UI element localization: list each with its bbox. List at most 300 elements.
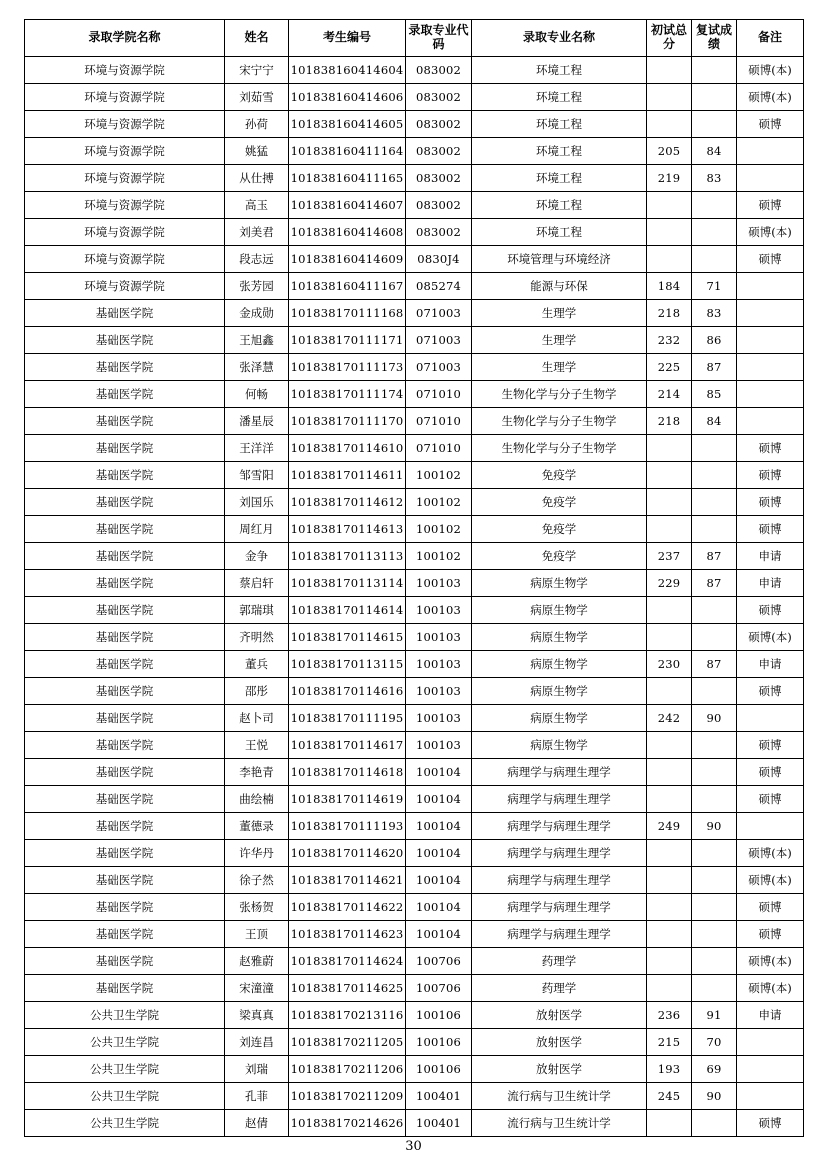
cell-major-code: 100103 [406, 705, 472, 732]
cell-retest-score [692, 192, 737, 219]
cell-name: 邹雪阳 [225, 462, 289, 489]
cell-name: 郭瑞琪 [225, 597, 289, 624]
cell-retest-score: 87 [692, 651, 737, 678]
cell-name: 周红月 [225, 516, 289, 543]
admission-table [24, 19, 804, 1137]
cell-remark: 硕博 [737, 678, 804, 705]
cell-exam-no: 101838170114618 [289, 759, 406, 786]
cell-exam-no: 101838170114615 [289, 624, 406, 651]
cell-name: 齐明然 [225, 624, 289, 651]
cell-major-name: 病原生物学 [472, 597, 647, 624]
cell-major-code: 085274 [406, 273, 472, 300]
cell-name: 刘茹雪 [225, 84, 289, 111]
cell-retest-score [692, 948, 737, 975]
cell-retest-score: 85 [692, 381, 737, 408]
cell-exam-no: 101838160414605 [289, 111, 406, 138]
cell-college: 基础医学院 [25, 732, 225, 759]
cell-college: 基础医学院 [25, 786, 225, 813]
cell-major-code: 100401 [406, 1083, 472, 1110]
cell-major-name: 放射医学 [472, 1002, 647, 1029]
cell-exam-no: 101838170114621 [289, 867, 406, 894]
table-row [25, 651, 804, 678]
cell-major-name: 免疫学 [472, 543, 647, 570]
table-row [25, 894, 804, 921]
cell-major-code: 100401 [406, 1110, 472, 1137]
header-exam-no: 考生编号 [289, 20, 406, 57]
cell-retest-score [692, 597, 737, 624]
table-row [25, 624, 804, 651]
cell-major-code: 100106 [406, 1056, 472, 1083]
cell-major-name: 环境工程 [472, 111, 647, 138]
cell-initial-score: 214 [647, 381, 692, 408]
table-row [25, 975, 804, 1002]
cell-college: 基础医学院 [25, 651, 225, 678]
cell-remark: 硕博(本) [737, 84, 804, 111]
page-number: 30 [405, 1139, 422, 1154]
cell-college: 基础医学院 [25, 489, 225, 516]
cell-college: 基础医学院 [25, 516, 225, 543]
cell-remark [737, 300, 804, 327]
cell-major-name: 药理学 [472, 948, 647, 975]
table-row [25, 273, 804, 300]
cell-major-name: 病理学与病理生理学 [472, 867, 647, 894]
cell-major-name: 病原生物学 [472, 570, 647, 597]
cell-initial-score [647, 111, 692, 138]
cell-name: 邵彤 [225, 678, 289, 705]
table-row [25, 543, 804, 570]
cell-major-name: 病理学与病理生理学 [472, 759, 647, 786]
cell-initial-score: 237 [647, 543, 692, 570]
cell-college: 基础医学院 [25, 300, 225, 327]
cell-college: 基础医学院 [25, 705, 225, 732]
cell-college: 基础医学院 [25, 624, 225, 651]
cell-name: 梁真真 [225, 1002, 289, 1029]
cell-initial-score [647, 624, 692, 651]
cell-name: 蔡启轩 [225, 570, 289, 597]
cell-major-name: 生物化学与分子生物学 [472, 435, 647, 462]
header-college: 录取学院名称 [25, 20, 225, 57]
cell-remark [737, 138, 804, 165]
cell-exam-no: 101838170113115 [289, 651, 406, 678]
cell-retest-score: 84 [692, 408, 737, 435]
cell-name: 徐子然 [225, 867, 289, 894]
cell-major-name: 环境工程 [472, 219, 647, 246]
cell-exam-no: 101838170211206 [289, 1056, 406, 1083]
cell-exam-no: 101838170114614 [289, 597, 406, 624]
cell-college: 基础医学院 [25, 975, 225, 1002]
cell-major-code: 100106 [406, 1002, 472, 1029]
cell-major-name: 生物化学与分子生物学 [472, 408, 647, 435]
cell-college: 公共卫生学院 [25, 1056, 225, 1083]
cell-major-name: 病原生物学 [472, 678, 647, 705]
cell-exam-no: 101838170114610 [289, 435, 406, 462]
table-body [25, 57, 804, 1137]
cell-exam-no: 101838160414609 [289, 246, 406, 273]
cell-major-code: 071003 [406, 354, 472, 381]
cell-major-name: 环境工程 [472, 165, 647, 192]
cell-major-code: 083002 [406, 84, 472, 111]
cell-exam-no: 101838170114613 [289, 516, 406, 543]
cell-college: 环境与资源学院 [25, 57, 225, 84]
cell-initial-score: 232 [647, 327, 692, 354]
cell-college: 环境与资源学院 [25, 192, 225, 219]
cell-retest-score: 86 [692, 327, 737, 354]
cell-major-name: 环境工程 [472, 84, 647, 111]
cell-name: 赵雅蔚 [225, 948, 289, 975]
table-row [25, 678, 804, 705]
cell-initial-score [647, 948, 692, 975]
cell-major-code: 100103 [406, 597, 472, 624]
cell-retest-score: 87 [692, 570, 737, 597]
cell-initial-score [647, 516, 692, 543]
table-row [25, 57, 804, 84]
cell-exam-no: 101838170114617 [289, 732, 406, 759]
cell-retest-score [692, 111, 737, 138]
cell-initial-score [647, 246, 692, 273]
cell-name: 刘瑞 [225, 1056, 289, 1083]
cell-remark [737, 381, 804, 408]
cell-major-name: 病原生物学 [472, 705, 647, 732]
cell-retest-score [692, 759, 737, 786]
cell-initial-score [647, 192, 692, 219]
cell-major-code: 071003 [406, 327, 472, 354]
cell-major-name: 放射医学 [472, 1029, 647, 1056]
cell-retest-score [692, 894, 737, 921]
cell-retest-score [692, 489, 737, 516]
cell-major-code: 083002 [406, 165, 472, 192]
cell-major-name: 环境工程 [472, 57, 647, 84]
cell-college: 公共卫生学院 [25, 1110, 225, 1137]
cell-major-code: 071003 [406, 300, 472, 327]
cell-major-code: 100103 [406, 678, 472, 705]
cell-name: 张杨贺 [225, 894, 289, 921]
cell-exam-no: 101838170114611 [289, 462, 406, 489]
cell-initial-score: 219 [647, 165, 692, 192]
cell-initial-score [647, 678, 692, 705]
cell-major-code: 100104 [406, 867, 472, 894]
table-row [25, 1056, 804, 1083]
cell-college: 基础医学院 [25, 543, 225, 570]
cell-major-name: 生理学 [472, 354, 647, 381]
cell-initial-score: 205 [647, 138, 692, 165]
cell-college: 基础医学院 [25, 597, 225, 624]
cell-initial-score [647, 786, 692, 813]
cell-name: 刘美君 [225, 219, 289, 246]
cell-major-code: 100104 [406, 894, 472, 921]
cell-exam-no: 101838160414607 [289, 192, 406, 219]
cell-initial-score [647, 84, 692, 111]
cell-exam-no: 101838170114625 [289, 975, 406, 1002]
cell-major-code: 100106 [406, 1029, 472, 1056]
cell-college: 基础医学院 [25, 759, 225, 786]
cell-major-code: 100104 [406, 759, 472, 786]
cell-remark: 硕博 [737, 111, 804, 138]
cell-exam-no: 101838160414608 [289, 219, 406, 246]
cell-exam-no: 101838170211209 [289, 1083, 406, 1110]
cell-initial-score: 215 [647, 1029, 692, 1056]
cell-initial-score [647, 489, 692, 516]
cell-retest-score: 91 [692, 1002, 737, 1029]
cell-initial-score: 193 [647, 1056, 692, 1083]
cell-remark: 硕博(本) [737, 57, 804, 84]
cell-major-code: 100102 [406, 516, 472, 543]
cell-exam-no: 101838170111173 [289, 354, 406, 381]
cell-major-code: 100103 [406, 651, 472, 678]
cell-college: 基础医学院 [25, 381, 225, 408]
cell-retest-score [692, 1110, 737, 1137]
header-retest-score: 复试成绩 [692, 20, 737, 57]
header-initial-score: 初试总分 [647, 20, 692, 57]
cell-college: 基础医学院 [25, 462, 225, 489]
cell-exam-no: 101838170111171 [289, 327, 406, 354]
cell-name: 许华丹 [225, 840, 289, 867]
cell-retest-score [692, 921, 737, 948]
cell-major-code: 083002 [406, 111, 472, 138]
cell-exam-no: 101838170114612 [289, 489, 406, 516]
cell-exam-no: 101838160411167 [289, 273, 406, 300]
cell-name: 高玉 [225, 192, 289, 219]
cell-major-name: 免疫学 [472, 489, 647, 516]
cell-remark [737, 1056, 804, 1083]
cell-remark: 硕博 [737, 246, 804, 273]
table-row [25, 435, 804, 462]
cell-college: 环境与资源学院 [25, 273, 225, 300]
cell-name: 孙荷 [225, 111, 289, 138]
cell-college: 基础医学院 [25, 570, 225, 597]
cell-remark: 硕博 [737, 516, 804, 543]
cell-major-code: 100104 [406, 786, 472, 813]
cell-initial-score [647, 894, 692, 921]
cell-remark: 申请 [737, 651, 804, 678]
cell-remark: 硕博 [737, 732, 804, 759]
cell-remark [737, 1083, 804, 1110]
table-row [25, 84, 804, 111]
cell-remark: 硕博(本) [737, 867, 804, 894]
cell-initial-score [647, 1110, 692, 1137]
table-row [25, 786, 804, 813]
cell-exam-no: 101838160414606 [289, 84, 406, 111]
cell-exam-no: 101838170211205 [289, 1029, 406, 1056]
cell-remark [737, 327, 804, 354]
cell-remark: 硕博(本) [737, 624, 804, 651]
cell-name: 李艳青 [225, 759, 289, 786]
cell-college: 基础医学院 [25, 948, 225, 975]
cell-retest-score: 87 [692, 543, 737, 570]
cell-initial-score: 218 [647, 408, 692, 435]
cell-college: 基础医学院 [25, 840, 225, 867]
cell-remark: 申请 [737, 570, 804, 597]
cell-college: 环境与资源学院 [25, 138, 225, 165]
header-remark: 备注 [737, 20, 804, 57]
cell-retest-score [692, 462, 737, 489]
table-row [25, 759, 804, 786]
cell-remark: 硕博 [737, 435, 804, 462]
table-row [25, 516, 804, 543]
cell-college: 环境与资源学院 [25, 246, 225, 273]
cell-exam-no: 101838170113114 [289, 570, 406, 597]
cell-initial-score [647, 867, 692, 894]
cell-college: 基础医学院 [25, 354, 225, 381]
cell-college: 基础医学院 [25, 435, 225, 462]
cell-remark: 硕博 [737, 597, 804, 624]
cell-retest-score [692, 867, 737, 894]
cell-initial-score [647, 219, 692, 246]
cell-retest-score [692, 624, 737, 651]
cell-major-name: 环境工程 [472, 138, 647, 165]
cell-exam-no: 101838170111174 [289, 381, 406, 408]
cell-major-name: 病理学与病理生理学 [472, 921, 647, 948]
cell-retest-score: 71 [692, 273, 737, 300]
cell-major-code: 083002 [406, 192, 472, 219]
cell-remark [737, 705, 804, 732]
cell-remark: 硕博 [737, 462, 804, 489]
cell-name: 董兵 [225, 651, 289, 678]
cell-major-name: 免疫学 [472, 516, 647, 543]
cell-initial-score: 184 [647, 273, 692, 300]
cell-retest-score [692, 57, 737, 84]
cell-major-name: 病原生物学 [472, 651, 647, 678]
cell-retest-score: 83 [692, 300, 737, 327]
cell-college: 环境与资源学院 [25, 111, 225, 138]
cell-remark: 硕博(本) [737, 219, 804, 246]
cell-name: 段志远 [225, 246, 289, 273]
table-row [25, 1110, 804, 1137]
cell-initial-score [647, 435, 692, 462]
table-row [25, 1002, 804, 1029]
cell-remark: 申请 [737, 1002, 804, 1029]
table-row [25, 813, 804, 840]
table-row [25, 840, 804, 867]
cell-initial-score [647, 759, 692, 786]
cell-major-name: 病原生物学 [472, 624, 647, 651]
cell-major-code: 100104 [406, 921, 472, 948]
cell-remark: 硕博 [737, 1110, 804, 1137]
cell-major-code: 100102 [406, 462, 472, 489]
cell-initial-score [647, 732, 692, 759]
cell-retest-score [692, 246, 737, 273]
cell-major-name: 生物化学与分子生物学 [472, 381, 647, 408]
cell-exam-no: 101838170111193 [289, 813, 406, 840]
cell-major-name: 环境管理与环境经济 [472, 246, 647, 273]
cell-exam-no: 101838170113113 [289, 543, 406, 570]
cell-major-name: 环境工程 [472, 192, 647, 219]
cell-name: 王旭鑫 [225, 327, 289, 354]
cell-initial-score: 242 [647, 705, 692, 732]
cell-name: 曲绘楠 [225, 786, 289, 813]
cell-major-code: 083002 [406, 57, 472, 84]
cell-major-name: 流行病与卫生统计学 [472, 1083, 647, 1110]
cell-initial-score: 229 [647, 570, 692, 597]
cell-college: 公共卫生学院 [25, 1002, 225, 1029]
cell-exam-no: 101838160414604 [289, 57, 406, 84]
cell-college: 环境与资源学院 [25, 165, 225, 192]
cell-name: 宋宁宁 [225, 57, 289, 84]
cell-major-code: 100706 [406, 948, 472, 975]
cell-initial-score [647, 57, 692, 84]
cell-exam-no: 101838170114622 [289, 894, 406, 921]
cell-major-name: 病理学与病理生理学 [472, 813, 647, 840]
cell-major-code: 100103 [406, 732, 472, 759]
cell-college: 环境与资源学院 [25, 84, 225, 111]
cell-retest-score [692, 732, 737, 759]
cell-retest-score: 69 [692, 1056, 737, 1083]
table-row [25, 867, 804, 894]
cell-exam-no: 101838170114616 [289, 678, 406, 705]
cell-remark [737, 1029, 804, 1056]
cell-major-name: 能源与环保 [472, 273, 647, 300]
cell-major-code: 071010 [406, 381, 472, 408]
table-row [25, 300, 804, 327]
cell-exam-no: 101838170111168 [289, 300, 406, 327]
cell-initial-score [647, 840, 692, 867]
cell-remark: 硕博 [737, 489, 804, 516]
cell-major-code: 100102 [406, 543, 472, 570]
cell-initial-score: 249 [647, 813, 692, 840]
cell-remark: 硕博 [737, 921, 804, 948]
header-name: 姓名 [225, 20, 289, 57]
cell-remark [737, 165, 804, 192]
table-row [25, 354, 804, 381]
table-row [25, 165, 804, 192]
cell-remark: 硕博(本) [737, 840, 804, 867]
cell-college: 公共卫生学院 [25, 1083, 225, 1110]
header-major-code: 录取专业代码 [406, 20, 472, 57]
cell-major-code: 100706 [406, 975, 472, 1002]
cell-name: 赵倩 [225, 1110, 289, 1137]
table-header-row [25, 20, 804, 57]
cell-name: 潘星辰 [225, 408, 289, 435]
table-row [25, 597, 804, 624]
cell-college: 基础医学院 [25, 678, 225, 705]
cell-exam-no: 101838170114619 [289, 786, 406, 813]
cell-name: 金争 [225, 543, 289, 570]
cell-major-name: 病理学与病理生理学 [472, 840, 647, 867]
cell-major-name: 病理学与病理生理学 [472, 786, 647, 813]
cell-name: 董德录 [225, 813, 289, 840]
cell-major-code: 083002 [406, 219, 472, 246]
cell-remark [737, 273, 804, 300]
cell-remark [737, 813, 804, 840]
cell-retest-score [692, 219, 737, 246]
cell-retest-score: 83 [692, 165, 737, 192]
cell-retest-score: 84 [692, 138, 737, 165]
cell-name: 张芳园 [225, 273, 289, 300]
table-row [25, 1083, 804, 1110]
cell-remark [737, 354, 804, 381]
cell-major-name: 流行病与卫生统计学 [472, 1110, 647, 1137]
cell-exam-no: 101838160411164 [289, 138, 406, 165]
cell-college: 基础医学院 [25, 408, 225, 435]
cell-retest-score [692, 840, 737, 867]
cell-initial-score: 236 [647, 1002, 692, 1029]
cell-retest-score [692, 678, 737, 705]
cell-name: 王悦 [225, 732, 289, 759]
cell-name: 金成勋 [225, 300, 289, 327]
cell-remark: 申请 [737, 543, 804, 570]
cell-initial-score: 245 [647, 1083, 692, 1110]
table-row [25, 570, 804, 597]
cell-remark: 硕博 [737, 894, 804, 921]
cell-remark: 硕博 [737, 759, 804, 786]
cell-remark: 硕博(本) [737, 975, 804, 1002]
cell-name: 刘连昌 [225, 1029, 289, 1056]
table-row [25, 138, 804, 165]
table-row [25, 111, 804, 138]
cell-name: 刘国乐 [225, 489, 289, 516]
cell-exam-no: 101838170214626 [289, 1110, 406, 1137]
cell-major-code: 100103 [406, 570, 472, 597]
cell-major-name: 生理学 [472, 327, 647, 354]
